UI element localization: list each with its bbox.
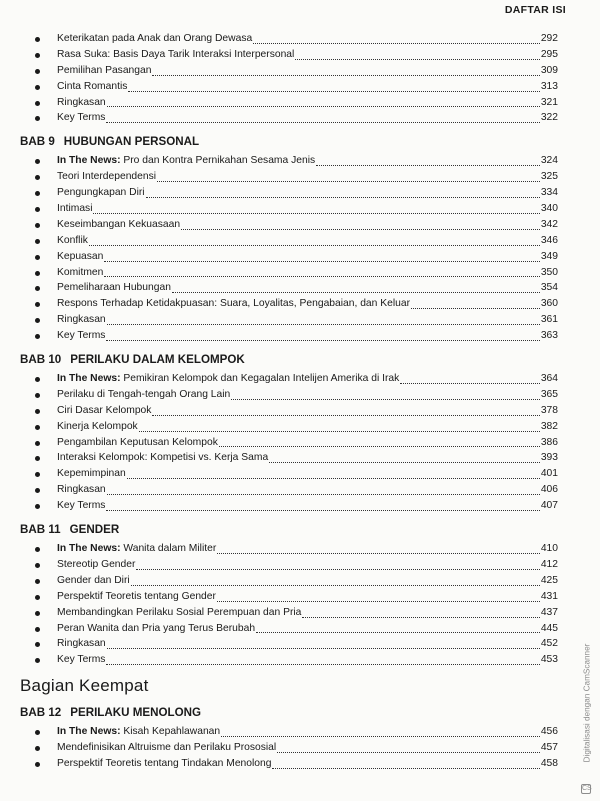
bullet-icon (35, 334, 40, 339)
entry-page-number: 431 (540, 590, 558, 602)
bullet-icon (35, 175, 40, 180)
toc-entry[interactable] (20, 387, 558, 403)
entry-title (57, 47, 294, 63)
entry-title (57, 450, 268, 466)
dot-leader (316, 165, 540, 166)
dot-leader (136, 569, 539, 570)
entry-title-text: Gender dan Diri (57, 574, 130, 586)
bullet-icon (35, 472, 40, 477)
toc-entry[interactable] (20, 233, 558, 249)
entry-title (57, 31, 252, 47)
toc-entry[interactable] (20, 153, 558, 169)
entry-title (57, 95, 106, 111)
dot-leader (106, 340, 539, 341)
chapter-heading (20, 520, 558, 540)
toc-entry[interactable] (20, 740, 558, 756)
entry-page-number: 425 (540, 574, 558, 586)
dot-leader (104, 261, 539, 262)
dot-leader (411, 308, 540, 309)
entry-page-number: 458 (540, 757, 558, 769)
dot-leader (217, 553, 540, 554)
entry-title-text: Perilaku di Tengah-tengah Orang Lain (57, 388, 231, 400)
bullet-icon (35, 85, 40, 90)
entry-page-number: 346 (540, 234, 558, 246)
bullet-icon (35, 642, 40, 647)
dot-leader (231, 399, 540, 400)
entry-title-text: Key Terms (57, 330, 106, 342)
entry-page-number: 350 (540, 266, 558, 278)
entry-prefix: In The News: (57, 726, 121, 738)
toc-entry[interactable] (20, 265, 558, 281)
dot-leader (152, 75, 539, 76)
entry-page-number: 407 (540, 500, 558, 512)
entry-title (57, 79, 127, 95)
entry-page-number: 445 (540, 622, 558, 634)
entry-title-text: Komitmen (57, 266, 104, 278)
dot-leader (104, 276, 539, 277)
dot-leader (128, 91, 539, 92)
entry-title (57, 621, 255, 637)
entry-title (57, 296, 410, 312)
entry-title-text: Key Terms (57, 654, 106, 666)
entry-page-number: 363 (540, 330, 558, 342)
bullet-icon (35, 762, 40, 767)
bullet-icon (35, 456, 40, 461)
dot-leader (152, 415, 539, 416)
toc-entry[interactable] (20, 652, 558, 668)
entry-title-text: Peran Wanita dan Pria yang Terus Berubah (57, 622, 256, 634)
entry-title (57, 435, 218, 451)
entry-title (57, 589, 216, 605)
dot-leader (139, 431, 540, 432)
bullet-icon (35, 286, 40, 291)
entry-title (57, 153, 315, 169)
entry-page-number: 382 (540, 420, 558, 432)
entry-title-text: Perspektif Teoretis tentang Tindakan Menolong (57, 757, 272, 769)
entry-title (57, 233, 88, 249)
bullet-icon (35, 101, 40, 106)
toc-entry[interactable] (20, 95, 558, 111)
entry-title-text: Pemeliharaan Hubungan (57, 282, 171, 294)
dot-leader (302, 617, 539, 618)
entry-title-text: Membandingkan Perilaku Sosial Perempuan dan Pria (57, 606, 302, 618)
bullet-icon (35, 69, 40, 74)
dot-leader (93, 213, 539, 214)
toc-entry[interactable] (20, 280, 558, 296)
entry-title (57, 371, 399, 387)
entry-title (57, 605, 301, 621)
entry-title (57, 387, 230, 403)
entry-page-number: 334 (540, 187, 558, 199)
part-heading: Bagian Keempat (20, 676, 149, 696)
toc-entry[interactable] (20, 466, 558, 482)
toc-entry[interactable] (20, 450, 558, 466)
bullet-icon (35, 627, 40, 632)
bullet-icon (35, 409, 40, 414)
entry-prefix: In The News: (57, 155, 121, 167)
entry-title-text: Konflik (57, 234, 88, 246)
toc-entry[interactable] (20, 249, 558, 265)
entry-title (57, 419, 138, 435)
entry-title-text: Keseimbangan Kekuasaan (57, 218, 181, 230)
entry-title (57, 541, 216, 557)
entry-page-number: 325 (540, 171, 558, 183)
entry-title (57, 466, 126, 482)
bullet-icon (35, 191, 40, 196)
toc-entry[interactable] (20, 201, 558, 217)
entry-title (57, 636, 106, 652)
bullet-icon (35, 547, 40, 552)
entry-title-text: Cinta Romantis (57, 80, 128, 92)
dot-leader (269, 462, 540, 463)
toc-entry[interactable] (20, 185, 558, 201)
scanner-watermark (580, 612, 594, 794)
entry-page-number: 292 (540, 33, 558, 44)
bullet-icon (35, 730, 40, 735)
entry-title-text: Kisah Kepahlawanan (120, 726, 221, 738)
toc-entry[interactable] (20, 605, 558, 621)
bullet-icon (35, 239, 40, 244)
entry-page-number: 453 (540, 654, 558, 666)
entry-title (57, 482, 106, 498)
entry-page-number: 365 (540, 388, 558, 400)
entry-title (57, 185, 145, 201)
entry-title (57, 280, 171, 296)
dot-leader (272, 768, 539, 769)
toc-entry[interactable] (20, 573, 558, 589)
dot-leader (89, 245, 540, 246)
entry-page-number: 340 (540, 203, 558, 215)
entry-page-number: 322 (540, 112, 558, 124)
bullet-icon (35, 579, 40, 584)
chapter-number: BAB 10 (20, 353, 62, 367)
entry-title-text: Key Terms (57, 500, 106, 512)
entry-title-text: Ringkasan (57, 314, 106, 326)
chapter-title: GENDER (69, 523, 120, 537)
dot-leader (107, 324, 540, 325)
dot-leader (131, 585, 540, 586)
entry-title-text: Perspektif Teoretis tentang Gender (57, 590, 216, 602)
entry-title (57, 249, 103, 265)
entry-title-text: Kinerja Kelompok (57, 420, 138, 432)
entry-title-text: Ringkasan (57, 484, 106, 496)
toc-entry[interactable] (20, 312, 558, 328)
entry-page-number: 410 (540, 543, 558, 555)
entry-page-number: 354 (540, 282, 558, 294)
entry-page-number: 386 (540, 436, 558, 448)
dot-leader (217, 601, 540, 602)
entry-title (57, 265, 103, 281)
camscanner-logo-icon: CS (582, 785, 592, 792)
toc-entry[interactable] (20, 636, 558, 652)
toc-entry[interactable] (20, 482, 558, 498)
bullet-icon (35, 318, 40, 323)
entry-page-number: 295 (540, 48, 558, 60)
bullet-icon (35, 302, 40, 307)
dot-leader (146, 197, 540, 198)
toc-entry[interactable] (20, 371, 558, 387)
bullet-icon (35, 271, 40, 276)
toc-entry[interactable] (20, 79, 558, 95)
bullet-icon (35, 441, 40, 446)
entry-title (57, 756, 271, 772)
entry-page-number: 342 (540, 218, 558, 230)
chapter-heading (20, 132, 558, 152)
entry-title-text: Pengungkapan Diri (57, 187, 145, 199)
dot-leader (107, 106, 540, 107)
entry-title (57, 201, 92, 217)
entry-page-number: 309 (540, 64, 558, 76)
entry-title (57, 724, 220, 740)
entry-page-number: 378 (540, 404, 558, 416)
bullet-icon (35, 37, 40, 42)
entry-title-text: Pemilihan Pasangan (57, 64, 152, 76)
toc-entry[interactable] (20, 31, 558, 47)
entry-title-text: Pengambilan Keputusan Kelompok (57, 436, 218, 448)
entry-page-number: 437 (540, 606, 558, 618)
entry-title-text: Interaksi Kelompok: Kompetisi vs. Kerja Sama (57, 452, 269, 464)
chapter-title: HUBUNGAN PERSONAL (63, 135, 200, 149)
dot-leader (157, 181, 540, 182)
dot-leader (256, 632, 540, 633)
entry-title-text: Pemikiran Kelompok dan Kegagalan Intelijen Amerika di Irak (120, 373, 400, 385)
dot-leader (106, 510, 539, 511)
entry-title-text: Ringkasan (57, 96, 106, 108)
chapter-title: PERILAKU MENOLONG (70, 706, 202, 720)
entry-page-number: 360 (540, 298, 558, 310)
toc-entry[interactable] (20, 498, 558, 514)
dot-leader (219, 446, 540, 447)
entry-title-text: Ciri Dasar Kelompok (57, 404, 152, 416)
bullet-icon (35, 53, 40, 58)
entry-title-text: Stereotip Gender (57, 558, 136, 570)
bullet-icon (35, 658, 40, 663)
entry-title (57, 312, 106, 328)
bullet-icon (35, 223, 40, 228)
toc-entry[interactable] (20, 47, 558, 63)
entry-title-text: Intimasi (57, 203, 93, 215)
entry-prefix: In The News: (57, 543, 121, 555)
entry-title-text: Kepuasan (57, 250, 104, 262)
bullet-icon (35, 159, 40, 164)
dot-leader (400, 383, 540, 384)
toc-entry[interactable] (20, 169, 558, 185)
bullet-icon (35, 255, 40, 260)
bullet-icon (35, 425, 40, 430)
chapter-title: PERILAKU DALAM KELOMPOK (70, 353, 245, 367)
dot-leader (107, 648, 540, 649)
toc-entry[interactable] (20, 589, 558, 605)
bullet-icon (35, 611, 40, 616)
toc-entry[interactable] (20, 541, 558, 557)
entry-title-text: Ringkasan (57, 638, 106, 650)
bullet-icon (35, 393, 40, 398)
entry-title-text: Respons Terhadap Ketidakpuasan: Suara, Loyalitas, Pengabaian, dan Keluar (57, 298, 411, 310)
dot-leader (181, 229, 540, 230)
entry-title-text: Mendefinisikan Altruisme dan Perilaku Prososial (57, 742, 277, 754)
entry-title (57, 557, 135, 573)
watermark-text: Digitalisasi dengan CamScanner (582, 643, 592, 763)
entry-title (57, 403, 151, 419)
entry-page-number: 393 (540, 452, 558, 464)
toc-entry[interactable] (20, 621, 558, 637)
entry-title (57, 110, 105, 126)
toc-entry[interactable] (20, 403, 558, 419)
page-header: DAFTAR ISI (504, 4, 566, 16)
toc-entry[interactable] (20, 328, 558, 344)
entry-title-text: Rasa Suka: Basis Daya Tarik Interaksi Interpersonal (57, 48, 295, 60)
entry-page-number: 364 (540, 373, 558, 385)
toc-entry[interactable] (20, 110, 558, 126)
entry-page-number: 361 (540, 314, 558, 326)
bullet-icon (35, 116, 40, 121)
entry-title-text: Key Terms (57, 112, 106, 124)
entry-title-text: Keterikatan pada Anak dan Orang Dewasa (57, 33, 253, 44)
entry-title-text: Kepemimpinan (57, 468, 126, 480)
entry-title-text: Teori Interdependensi (57, 171, 157, 183)
dot-leader (106, 664, 539, 665)
entry-page-number: 324 (540, 155, 558, 167)
entry-page-number: 456 (540, 726, 558, 738)
entry-page-number: 401 (540, 468, 558, 480)
entry-title (57, 63, 151, 79)
toc-entry[interactable] (20, 724, 558, 740)
bullet-icon (35, 746, 40, 751)
chapter-number: BAB 9 (20, 135, 55, 149)
entry-page-number: 349 (540, 250, 558, 262)
toc-entry[interactable] (20, 419, 558, 435)
toc-entry[interactable] (20, 435, 558, 451)
bullet-icon (35, 504, 40, 509)
chapter-number: BAB 11 (20, 523, 61, 537)
entry-page-number: 321 (540, 96, 558, 108)
entry-page-number: 313 (540, 80, 558, 92)
entry-title (57, 217, 180, 233)
bullet-icon (35, 595, 40, 600)
dot-leader (221, 736, 540, 737)
dot-leader (295, 59, 539, 60)
toc-entry[interactable] (20, 756, 558, 772)
entry-page-number: 457 (540, 742, 558, 754)
entry-prefix: In The News: (57, 373, 121, 385)
dot-leader (277, 752, 540, 753)
chapter-number: BAB 12 (20, 706, 62, 720)
bullet-icon (35, 563, 40, 568)
chapter-heading (20, 703, 558, 723)
entry-title-text: Pro dan Kontra Pernikahan Sesama Jenis (120, 155, 316, 167)
entry-title (57, 328, 105, 344)
dot-leader (107, 494, 540, 495)
entry-page-number: 412 (540, 558, 558, 570)
dot-leader (253, 43, 540, 44)
toc-entry[interactable] (20, 217, 558, 233)
dot-leader (172, 292, 540, 293)
table-of-contents (20, 31, 558, 772)
entry-title-text: Wanita dalam Militer (120, 543, 217, 555)
dot-leader (127, 478, 540, 479)
bullet-icon (35, 377, 40, 382)
dot-leader (106, 122, 539, 123)
entry-title (57, 169, 156, 185)
chapter-heading (20, 350, 558, 370)
entry-title (57, 652, 105, 668)
toc-entry[interactable] (20, 557, 558, 573)
entry-page-number: 406 (540, 484, 558, 496)
entry-title (57, 573, 130, 589)
toc-entry[interactable] (20, 63, 558, 79)
entry-title (57, 740, 276, 756)
entry-page-number: 452 (540, 638, 558, 650)
bullet-icon (35, 207, 40, 212)
entry-title (57, 498, 105, 514)
toc-entry[interactable] (20, 296, 558, 312)
bullet-icon (35, 488, 40, 493)
